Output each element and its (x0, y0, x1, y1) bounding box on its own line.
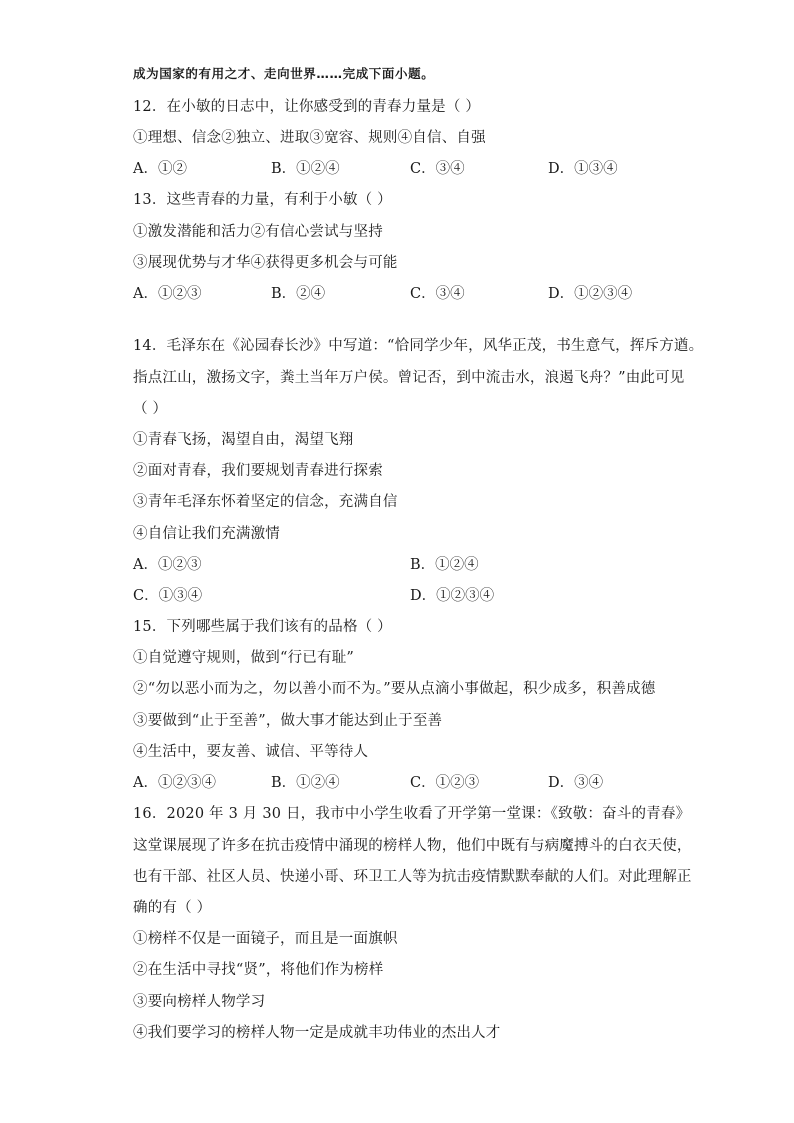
q14-statement-4: ④自信让我们充满激情 (133, 526, 280, 542)
q13-option-a[interactable]: A．①②③ (133, 286, 202, 302)
q12-statements: ①理想、信念②独立、进取③宽容、规则④自信、自强 (133, 130, 486, 146)
q15-statement-4: ④生活中，要友善、诚信、平等待人 (133, 744, 369, 760)
q13-statement-1: ①激发潜能和活力②有信心尝试与坚持 (133, 224, 383, 240)
q14-statement-1: ①青春飞扬，渴望自由，渴望飞翔 (133, 432, 354, 448)
q16-statement-1: ①榜样不仅是一面镜子，而且是一面旗帜 (133, 931, 398, 947)
q14-option-c[interactable]: C．①③④ (133, 588, 203, 604)
q13-statement-2: ③展现优势与才华④获得更多机会与可能 (133, 255, 398, 271)
q14-statement-2: ②面对青春，我们要规划青春进行探索 (133, 463, 383, 479)
q16-stem-line-1: 16．2020 年 3 月 30 日，我市中小学生收看了开学第一堂课：《致敬：奋斗的青春》 (133, 806, 691, 822)
q13-option-b[interactable]: B．②④ (271, 286, 326, 302)
q16-statement-3: ③要向榜样人物学习 (133, 994, 266, 1010)
q15-statement-2: ②“勿以恶小而为之，勿以善小而不为。”要从点滴小事做起，积少成多，积善成德 (133, 681, 656, 697)
q15-option-a[interactable]: A．①②③④ (133, 775, 216, 791)
q13-stem: 13．这些青春的力量，有利于小敏（ ） (133, 192, 392, 208)
q14-option-d[interactable]: D．①②③④ (410, 588, 495, 604)
q12-option-a[interactable]: A．①② (133, 161, 187, 177)
q15-option-c[interactable]: C．①②③ (410, 775, 480, 791)
q12-option-c[interactable]: C．③④ (410, 161, 465, 177)
passage-intro: 成为国家的有用之才、走向世界……完成下面小题。 (133, 66, 435, 81)
q16-statement-2: ②在生活中寻找“贤”，将他们作为榜样 (133, 962, 384, 978)
q13-option-d[interactable]: D．①②③④ (548, 286, 633, 302)
q15-statement-3: ③要做到“止于至善”，做大事才能达到止于至善 (133, 713, 443, 729)
q15-statement-1: ①自觉遵守规则，做到“行已有耻” (133, 650, 355, 666)
q12-stem: 12．在小敏的日志中，让你感受到的青春力量是（ ） (133, 99, 481, 115)
q16-stem-line-3: 也有干部、社区人员、快递小哥、环卫工人等为抗击疫情默默奉献的人们。对此理解正 (133, 869, 692, 885)
q15-option-d[interactable]: D．③④ (548, 775, 604, 791)
q14-option-b[interactable]: B．①②④ (410, 557, 479, 573)
q14-option-a[interactable]: A．①②③ (133, 557, 202, 573)
q16-statement-4: ④我们要学习的榜样人物一定是成就丰功伟业的杰出人才 (133, 1025, 501, 1041)
q15-option-b[interactable]: B．①②④ (271, 775, 340, 791)
q16-stem-line-4: 确的有（ ） (133, 900, 212, 916)
q14-stem-line-3: （ ） (133, 401, 168, 417)
q14-statement-3: ③青年毛泽东怀着坚定的信念，充满自信 (133, 494, 398, 510)
q13-option-c[interactable]: C．③④ (410, 286, 465, 302)
q16-stem-line-2: 这堂课展现了许多在抗击疫情中涌现的榜样人物，他们中既有与病魔搏斗的白衣天使， (133, 838, 692, 854)
q15-stem: 15．下列哪些属于我们该有的品格（ ） (133, 619, 392, 635)
q12-option-d[interactable]: D．①③④ (548, 161, 618, 177)
q12-option-b[interactable]: B．①②④ (271, 161, 340, 177)
q14-stem-line-1: 14．毛泽东在《沁园春长沙》中写道：“恰同学少年，风华正茂，书生意气，挥斥方遒。 (133, 338, 704, 354)
q14-stem-line-2: 指点江山，激扬文字，粪土当年万户侯。曾记否，到中流击水，浪遏飞舟？”由此可见 (133, 370, 685, 386)
